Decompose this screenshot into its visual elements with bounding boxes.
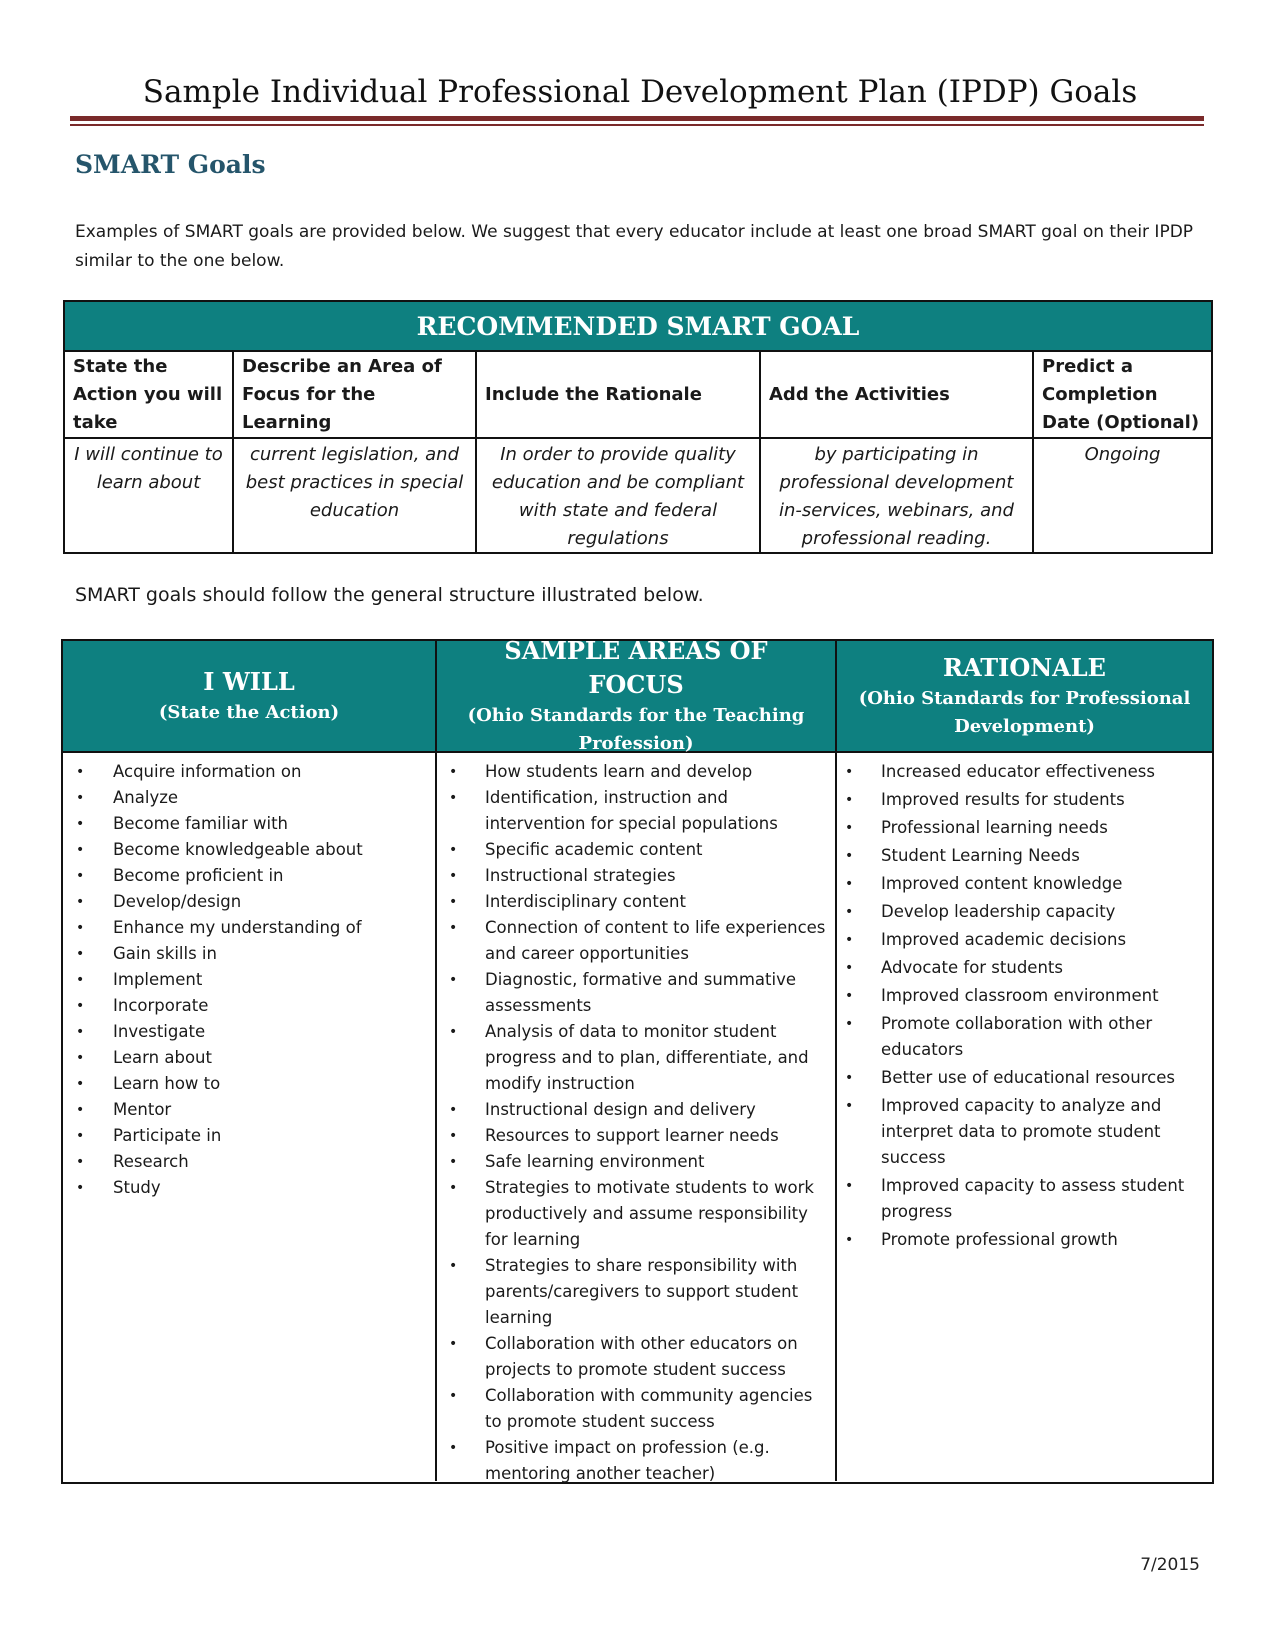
structure-header-row: [63, 636, 1212, 754]
action-item-text: Become familiar with: [113, 814, 288, 833]
rationale-item: [837, 787, 1212, 813]
bullet-icon: •: [845, 764, 854, 780]
bullet-icon: •: [76, 842, 85, 858]
bullet-icon: •: [449, 1440, 458, 1456]
focus-item-text: Analysis of data to monitor student progress and to plan, differentiate, and modify instruction: [485, 1022, 809, 1093]
bullet-icon: •: [845, 988, 854, 1004]
focus-item: [437, 1331, 835, 1383]
title-divider-thin: [70, 124, 1204, 126]
rationale-item-text: Improved academic decisions: [881, 930, 1127, 949]
bullet-icon: •: [449, 1258, 458, 1274]
goal-header-rationale: Include the Rationale: [477, 352, 761, 437]
rationale-item-text: Advocate for students: [881, 958, 1063, 977]
bullet-icon: •: [845, 1232, 854, 1248]
action-item: [63, 1045, 435, 1071]
action-item-text: Learn about: [113, 1048, 212, 1067]
action-item-text: Gain skills in: [113, 944, 217, 963]
rationales-list: [837, 759, 1212, 1253]
bullet-icon: •: [449, 920, 458, 936]
rationale-item: [837, 955, 1212, 981]
bullet-icon: •: [76, 1076, 85, 1092]
rationale-item: [837, 759, 1212, 785]
focus-item: [437, 785, 835, 837]
action-item-text: Become knowledgeable about: [113, 840, 363, 859]
rationale-item-text: Professional learning needs: [881, 818, 1108, 837]
rationale-item-text: Develop leadership capacity: [881, 902, 1116, 921]
action-item: [63, 889, 435, 915]
goal-header-activities: Add the Activities: [761, 352, 1034, 437]
structure-body-row: [63, 753, 1212, 1481]
action-item: [63, 863, 435, 889]
bullet-icon: •: [76, 816, 85, 832]
rationale-item: [837, 1065, 1212, 1091]
actions-list: [63, 759, 435, 1201]
bullet-icon: •: [76, 1050, 85, 1066]
goal-cell-activities: by participating in professional development in-services, webinars, and professional reading.: [761, 439, 1034, 552]
focus-item-text: Identification, instruction and intervention for special populations: [485, 788, 778, 833]
action-item-text: Participate in: [113, 1126, 222, 1145]
rationale-item-text: Promote professional growth: [881, 1230, 1118, 1249]
bullet-icon: •: [76, 1180, 85, 1196]
bullet-icon: •: [449, 1336, 458, 1352]
focus-item: [437, 759, 835, 785]
focus-item-text: Diagnostic, formative and summative assessments: [485, 970, 797, 1015]
action-item-text: Become proficient in: [113, 866, 284, 885]
focus-item: [437, 1435, 835, 1487]
column-title: I WILL: [203, 667, 295, 696]
goal-header-completion: Predict a Completion Date (Optional): [1042, 355, 1200, 433]
action-item-text: Research: [113, 1152, 189, 1171]
column-header-rationale: [837, 641, 1212, 751]
focus-item-text: Safe learning environment: [485, 1152, 705, 1171]
focus-item: [437, 1253, 835, 1331]
action-item-text: Incorporate: [113, 996, 209, 1015]
action-item: [63, 811, 435, 837]
bullet-icon: •: [449, 764, 458, 780]
focus-areas-list: [437, 759, 835, 1487]
bullet-icon: •: [845, 1178, 854, 1194]
focus-item: [437, 915, 835, 967]
focus-item: [437, 1019, 835, 1097]
bullet-icon: •: [845, 1070, 854, 1086]
rationale-item: [837, 927, 1212, 953]
rationale-item-text: Student Learning Needs: [881, 846, 1080, 865]
rationale-item: [837, 899, 1212, 925]
bullet-icon: •: [76, 998, 85, 1014]
document-title: Sample Individual Professional Development Plan (IPDP) Goals: [142, 74, 1138, 110]
goal-table-header-row: [65, 352, 1211, 439]
action-item-text: Study: [113, 1178, 161, 1197]
action-item: [63, 1149, 435, 1175]
action-item: [63, 941, 435, 967]
focus-item-text: Positive impact on profession (e.g. mentoring another teacher): [485, 1438, 770, 1483]
intro-paragraph: Examples of SMART goals are provided below. We suggest that every educator include at least one broad SMART goal on their IPDP similar to the one below.: [75, 222, 1194, 271]
action-item-text: Investigate: [113, 1022, 206, 1041]
structure-note: SMART goals should follow the general structure illustrated below.: [75, 584, 704, 606]
focus-item: [437, 1123, 835, 1149]
focus-item-text: Interdisciplinary content: [485, 892, 686, 911]
bullet-icon: •: [845, 792, 854, 808]
bullet-icon: •: [449, 1180, 458, 1196]
goal-cell-action: I will continue to learn about: [65, 439, 234, 552]
rationale-item: [837, 1011, 1212, 1063]
rationale-item: [837, 983, 1212, 1009]
bullet-icon: •: [449, 972, 458, 988]
action-item: [63, 967, 435, 993]
action-item: [63, 1123, 435, 1149]
focus-item-text: Collaboration with community agencies to promote student success: [485, 1386, 813, 1431]
focus-item-text: Strategies to motivate students to work productively and assume responsibility for learning: [485, 1178, 814, 1249]
focus-item: [437, 1097, 835, 1123]
focus-item: [437, 1149, 835, 1175]
bullet-icon: •: [76, 1024, 85, 1040]
bullet-icon: •: [845, 1098, 854, 1114]
action-item-text: Mentor: [113, 1100, 172, 1119]
focus-item: [437, 837, 835, 863]
column-title: SAMPLE AREAS OF FOCUS: [504, 636, 768, 699]
bullet-icon: •: [845, 848, 854, 864]
action-item: [63, 759, 435, 785]
bullet-icon: •: [449, 1102, 458, 1118]
bullet-icon: •: [845, 876, 854, 892]
focus-item-text: Collaboration with other educators on projects to promote student success: [485, 1334, 798, 1379]
rationale-item-text: Improved classroom environment: [881, 986, 1159, 1005]
focus-item-text: Strategies to share responsibility with parents/caregivers to support student learning: [485, 1256, 799, 1327]
action-item: [63, 993, 435, 1019]
goal-cell-completion: Ongoing: [1084, 444, 1161, 465]
recommended-goal-banner: RECOMMENDED SMART GOAL: [65, 302, 1211, 352]
goal-header-action: State the Action you will take: [65, 352, 234, 437]
action-item: [63, 1097, 435, 1123]
rationale-item-text: Improved capacity to analyze and interpret data to promote student success: [881, 1096, 1162, 1167]
column-header-i-will: [63, 641, 437, 751]
bullet-icon: •: [76, 894, 85, 910]
rationale-item-text: Better use of educational resources: [881, 1068, 1175, 1087]
focus-item-text: Specific academic content: [485, 840, 703, 859]
bullet-icon: •: [76, 1154, 85, 1170]
bullet-icon: •: [845, 1016, 854, 1032]
rationale-column: [837, 753, 1212, 1481]
action-item-text: Acquire information on: [113, 762, 302, 781]
goal-header-focus: Describe an Area of Focus for the Learning: [234, 352, 477, 437]
action-item: [63, 1019, 435, 1045]
bullet-icon: •: [845, 960, 854, 976]
recommended-goal-table: [63, 300, 1213, 554]
action-item: [63, 1071, 435, 1097]
bullet-icon: •: [76, 1128, 85, 1144]
action-item: [63, 785, 435, 811]
bullet-icon: •: [76, 920, 85, 936]
column-subtitle: (Ohio Standards for Professional Development): [858, 688, 1191, 737]
footer-date: 7/2015: [1140, 1555, 1200, 1575]
title-divider: [70, 116, 1204, 121]
rationale-item: [837, 815, 1212, 841]
bullet-icon: •: [76, 790, 85, 806]
action-item: [63, 837, 435, 863]
focus-item-text: Connection of content to life experiences and career opportunities: [485, 918, 826, 963]
rationale-item-text: Promote collaboration with other educators: [881, 1014, 1153, 1059]
focus-item-text: How students learn and develop: [485, 762, 753, 781]
bullet-icon: •: [845, 932, 854, 948]
column-title: RATIONALE: [943, 653, 1106, 682]
rationale-item: [837, 871, 1212, 897]
action-item-text: Enhance my understanding of: [113, 918, 362, 937]
bullet-icon: •: [449, 1154, 458, 1170]
column-subtitle: (Ohio Standards for the Teaching Profession): [467, 705, 805, 754]
action-item-text: Learn how to: [113, 1074, 221, 1093]
focus-item-text: Resources to support learner needs: [485, 1126, 779, 1145]
goal-table-row: [65, 439, 1211, 552]
action-item: [63, 915, 435, 941]
column-subtitle: (State the Action): [158, 702, 340, 723]
bullet-icon: •: [449, 842, 458, 858]
focus-item: [437, 1175, 835, 1253]
focus-column: [437, 753, 837, 1481]
bullet-icon: •: [76, 972, 85, 988]
bullet-icon: •: [76, 764, 85, 780]
goal-cell-focus: current legislation, and best practices in special education: [234, 439, 477, 552]
rationale-item-text: Improved capacity to assess student progress: [881, 1176, 1185, 1221]
action-item: [63, 1175, 435, 1201]
action-item-text: Implement: [113, 970, 203, 989]
bullet-icon: •: [449, 1128, 458, 1144]
focus-item: [437, 1383, 835, 1435]
rationale-item-text: Improved content knowledge: [881, 874, 1123, 893]
bullet-icon: •: [449, 894, 458, 910]
bullet-icon: •: [449, 1024, 458, 1040]
rationale-item: [837, 1093, 1212, 1171]
section-heading: SMART Goals: [75, 150, 266, 179]
focus-item-text: Instructional strategies: [485, 866, 676, 885]
focus-item-text: Instructional design and delivery: [485, 1100, 756, 1119]
bullet-icon: •: [76, 946, 85, 962]
bullet-icon: •: [845, 820, 854, 836]
bullet-icon: •: [449, 868, 458, 884]
bullet-icon: •: [449, 790, 458, 806]
bullet-icon: •: [76, 868, 85, 884]
rationale-item-text: Increased educator effectiveness: [881, 762, 1155, 781]
bullet-icon: •: [76, 1102, 85, 1118]
focus-item: [437, 967, 835, 1019]
rationale-item: [837, 1173, 1212, 1225]
bullet-icon: •: [449, 1388, 458, 1404]
rationale-item: [837, 843, 1212, 869]
goal-structure-table: [61, 636, 1214, 1484]
focus-item: [437, 889, 835, 915]
actions-column: [63, 753, 437, 1481]
focus-item: [437, 863, 835, 889]
goal-cell-rationale: In order to provide quality education and be compliant with state and federal regulations: [477, 439, 761, 552]
action-item-text: Develop/design: [113, 892, 242, 911]
column-header-focus: [437, 636, 837, 754]
bullet-icon: •: [845, 904, 854, 920]
action-item-text: Analyze: [113, 788, 179, 807]
rationale-item: [837, 1227, 1212, 1253]
rationale-item-text: Improved results for students: [881, 790, 1125, 809]
